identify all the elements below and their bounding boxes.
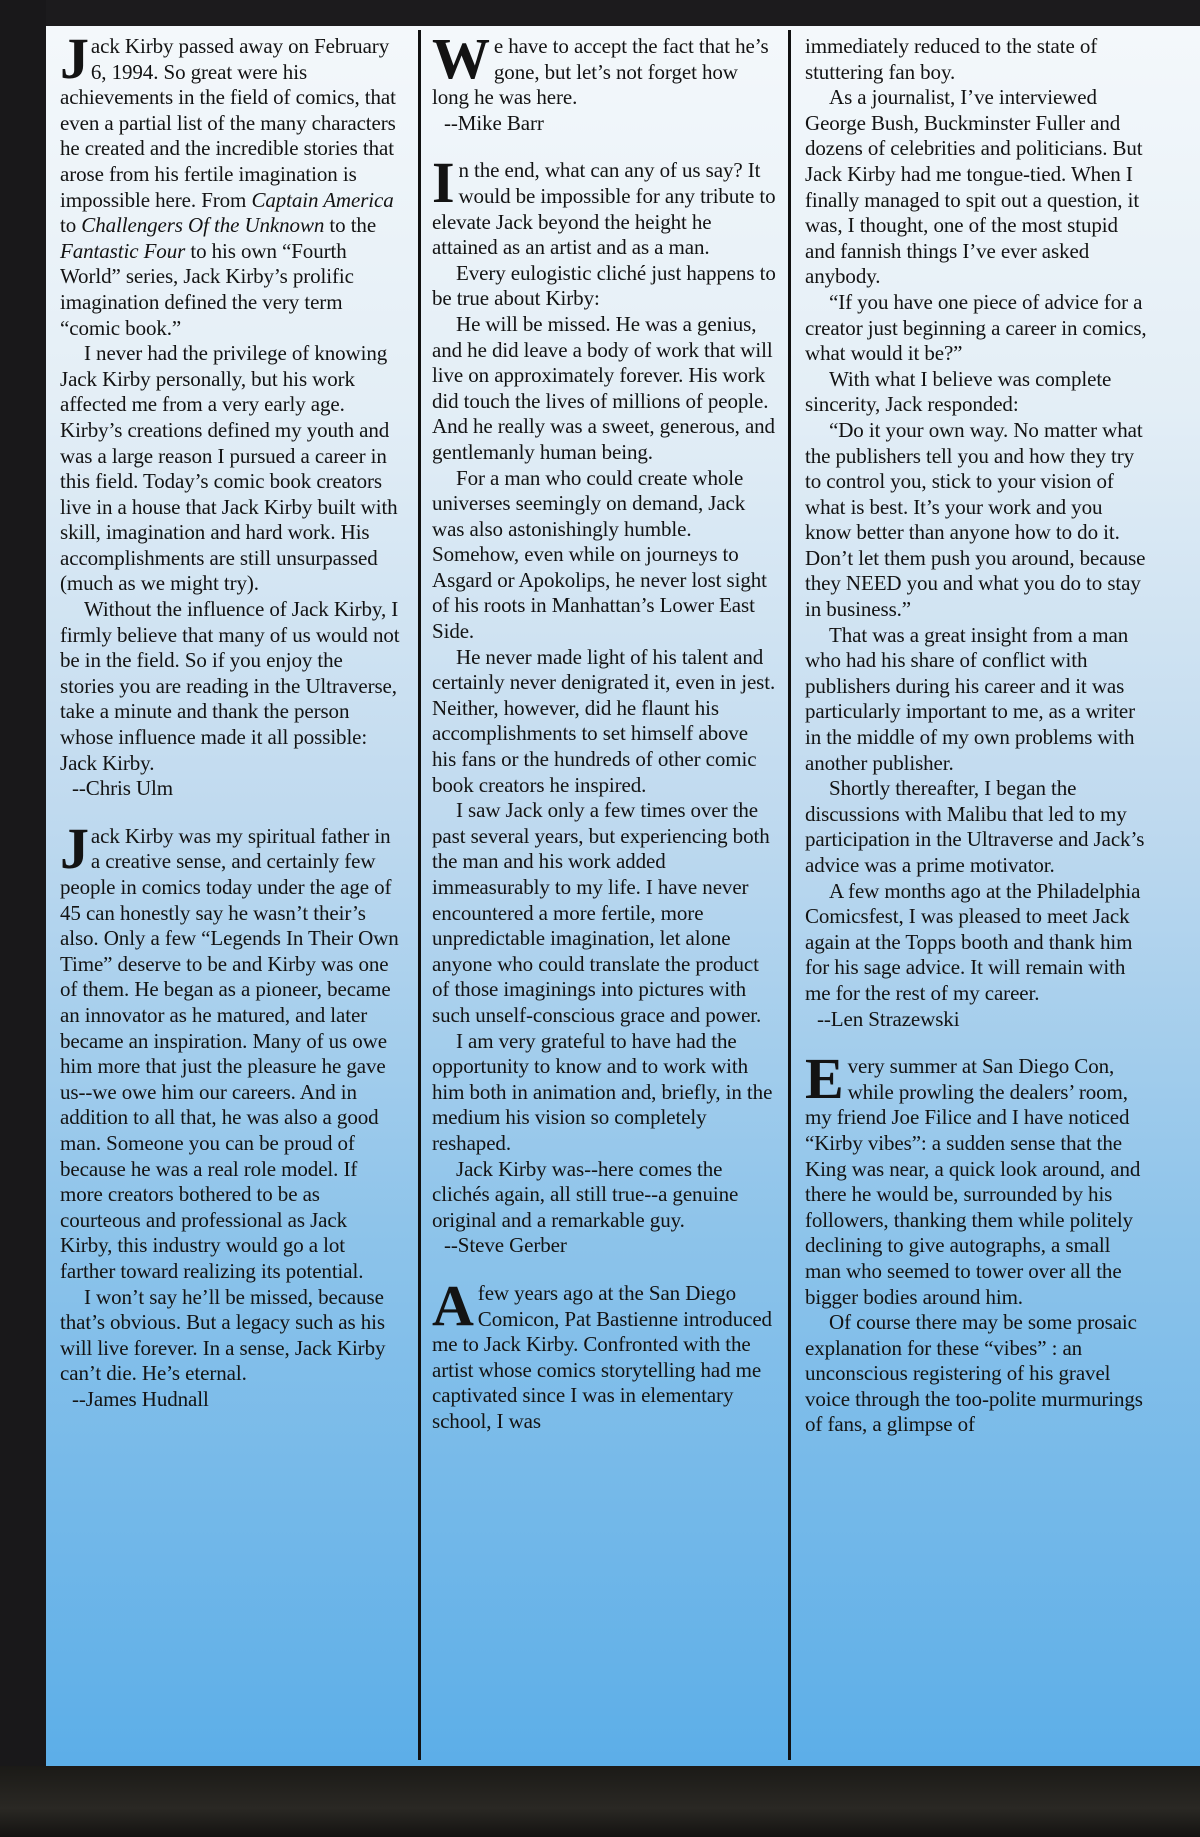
- title-challengers: Challengers Of the Unknown: [81, 213, 325, 238]
- drop-cap: I: [432, 150, 455, 216]
- paragraph: He will be missed. He was a genius, and he did leave a body of work that will live on approximately forever. His work did touch the lives of millions of people. And he really was a sweet, generous, and gentlemanly human being.: [432, 311, 775, 464]
- drop-cap: E: [805, 1046, 844, 1112]
- paragraph: I saw Jack only a few times over the past several years, but experiencing both the man and his work added immeasurably to my life. I have never encountered a more fertile, more unpredictable imagination, let alone anyone who could translate the product of those imaginings into pictures with such unself-conscious grace and power.: [432, 798, 770, 1027]
- text-run: e have to accept the fact that he’s gone, but let’s not forget how long he was here.: [432, 34, 769, 110]
- paragraph: That was a great insight from a man who had his share of conflict with publishers during his career and it was particularly important to me, as a writer in the middle of my own problems with another publisher.: [805, 622, 1136, 775]
- tribute-james-hudnall: [60, 815, 400, 1413]
- tribute-mike-barr: [432, 26, 776, 136]
- paragraph: [805, 1046, 1150, 1310]
- paragraph: immediately reduced to the state of stuttering fan boy.: [805, 34, 1098, 84]
- paragraph: [60, 26, 400, 341]
- paragraph: Every eulogistic cliché just happens to be true about Kirby:: [432, 260, 776, 311]
- signature: --James Hudnall: [72, 1386, 209, 1411]
- signature: --Chris Ulm: [72, 776, 173, 801]
- text-run: few years ago at the San Diego Comicon, Pat Bastienne introduced me to Jack Kirby. Confronted with the artist whose comics storytelling had me captivated since I was in elementary school, I was: [432, 1280, 772, 1433]
- tribute-len-strazewski-start: [432, 1272, 776, 1435]
- paragraph: I won’t say he’ll be missed, because that’s obvious. But a legacy such as his will live forever. In a sense, Jack Kirby can’t die. He’s eternal.: [60, 1284, 386, 1386]
- paragraph: [432, 1272, 776, 1435]
- paragraph: I am very grateful to have had the opportunity to know and to work with him both in animation and, briefly, in the medium his vision so completely reshaped.: [432, 1028, 773, 1155]
- paragraph: [432, 150, 776, 260]
- title-fantastic-four: Fantastic Four: [60, 238, 186, 263]
- title-captain-america: Captain America: [251, 187, 394, 212]
- paragraph: [432, 26, 776, 111]
- column-2: [432, 26, 776, 1456]
- paragraph: Shortly thereafter, I began the discussions with Malibu that led to my participation in the Ultraverse and Jack’s advice was a prime motivator.: [805, 776, 1145, 877]
- signature: --Len Strazewski: [817, 1006, 960, 1031]
- text-run: n the end, what can any of us say? It would be impossible for any tribute to elevate Jack beyond the height he attained as an artist and as a man.: [432, 158, 776, 260]
- drop-cap: A: [432, 1272, 474, 1338]
- left-margin: [0, 0, 46, 1766]
- signature: --Mike Barr: [444, 110, 544, 135]
- drop-cap: J: [60, 815, 89, 881]
- top-margin: [0, 0, 1200, 26]
- text-run: ack Kirby was my spiritual father in a creative sense, and certainly few people in comics today under the age of 45 can honestly say he wasn’t their’s also. Only a few “Legends In Their Own Time” deserve to be and Kirby was one of them. He began as a pioneer, became an innovator as he matured, and later became an inspiration. Many of us owe him more that just the pleasure he gave us--we owe him our careers. And in addition to all that, he was also a good man. Someone you can be proud of because he was a real role model. If more creators bothered to be as courteous and professional as Jack Kirby, this industry would go a lot farther toward realizing its potential.: [60, 823, 399, 1283]
- bottom-margin: [0, 1766, 1200, 1837]
- text-run: ack Kirby passed away on February 6, 1994. So great were his achievements in the field of comics, that even a partial list of the many characters he created and the incredible stories that arose from his fertile imagination is impossible here. From: [60, 34, 396, 212]
- tribute-steve-gerber: [432, 150, 776, 1259]
- signature: --Steve Gerber: [444, 1233, 567, 1258]
- column-divider-2: [788, 30, 791, 1760]
- tribute-len-strazewski-cont: [805, 34, 1150, 1032]
- paragraph: Jack Kirby was--here comes the clichés again, all still true--a genuine original and a remarkable guy.: [432, 1156, 739, 1232]
- text-run: to: [60, 213, 82, 238]
- paragraph: A few months ago at the Philadelphia Comicsfest, I was pleased to meet Jack again at the Topps booth and thank him for his sage advice. It will remain with me for the rest of my career.: [805, 878, 1141, 1005]
- paragraph: Without the influence of Jack Kirby, I firmly believe that many of us would not be in the field. So if you enjoy the stories you are reading in the Ultraverse, take a minute and thank the person whose influence made it all possible: Jack Kirby.: [60, 597, 400, 775]
- column-3: [805, 34, 1150, 1460]
- tribute-chris-ulm: [60, 26, 400, 802]
- paragraph: “If you have one piece of advice for a creator just beginning a career in comics, what would it be?”: [805, 289, 1147, 366]
- column-divider-1: [418, 30, 421, 1760]
- tribute-kirby-vibes: [805, 1046, 1150, 1438]
- paragraph: I never had the privilege of knowing Jack Kirby personally, but his work affected me from a very early age. Kirby’s creations defined my youth and was a large reason I pursued a career in this field. Today’s comic book creators live in a house that Jack Kirby built with skill, imagination and hard work. His accomplishments are still unsurpassed (much as we might try).: [60, 341, 398, 596]
- paragraph: He never made light of his talent and certainly never denigrated it, even in jest. Neither, however, did he flaunt his accomplishments to set himself above his fans or the hundreds of other comic book creators he inspired.: [432, 644, 776, 797]
- paragraph: With what I believe was complete sincerity, Jack responded:: [805, 366, 1112, 417]
- drop-cap: W: [432, 26, 490, 91]
- paragraph: As a journalist, I’ve interviewed George Bush, Buckminster Fuller and dozens of celebrities and politicians. But Jack Kirby had me tongue-tied. When I finally managed to spit out a question, it was, I thought, one of the most stupid and fannish things I’ve ever asked anybody.: [805, 85, 1143, 289]
- text-run: very summer at San Diego Con, while prowling the dealers’ room, my friend Joe Filice and I have noticed “Kirby vibes”: a sudden sense that the King was near, a quick look around, and there he would be, surrounded by his followers, thanking them while politely declining to give autographs, a small man who seemed to tower over all the bigger bodies around him.: [805, 1054, 1141, 1309]
- paragraph: Of course there may be some prosaic explanation for these “vibes” : an unconscious registering of his gravel voice through the too-polite murmurings of fans, a glimpse of: [805, 1310, 1143, 1437]
- column-1: [60, 26, 400, 1434]
- paragraph: For a man who could create whole universes seemingly on demand, Jack was also astonishingly humble. Somehow, even while on journeys to Asgard or Apokolips, he never lost sight of his roots in Manhattan’s Lower East Side.: [432, 465, 767, 644]
- paragraph: [60, 815, 400, 1285]
- paragraph: “Do it your own way. No matter what the publishers tell you and how they try to control you, stick to your vision of what is best. It’s your work and you know better than anyone how to do it. Don’t let them push you around, because they NEED you and what you do to stay in business.”: [805, 417, 1146, 622]
- text-run: to the: [324, 213, 377, 238]
- text-run: to his own “Fourth World” series, Jack Kirby’s prolific imagination defined the very term “comic book.”: [60, 238, 354, 340]
- drop-cap: J: [60, 26, 89, 91]
